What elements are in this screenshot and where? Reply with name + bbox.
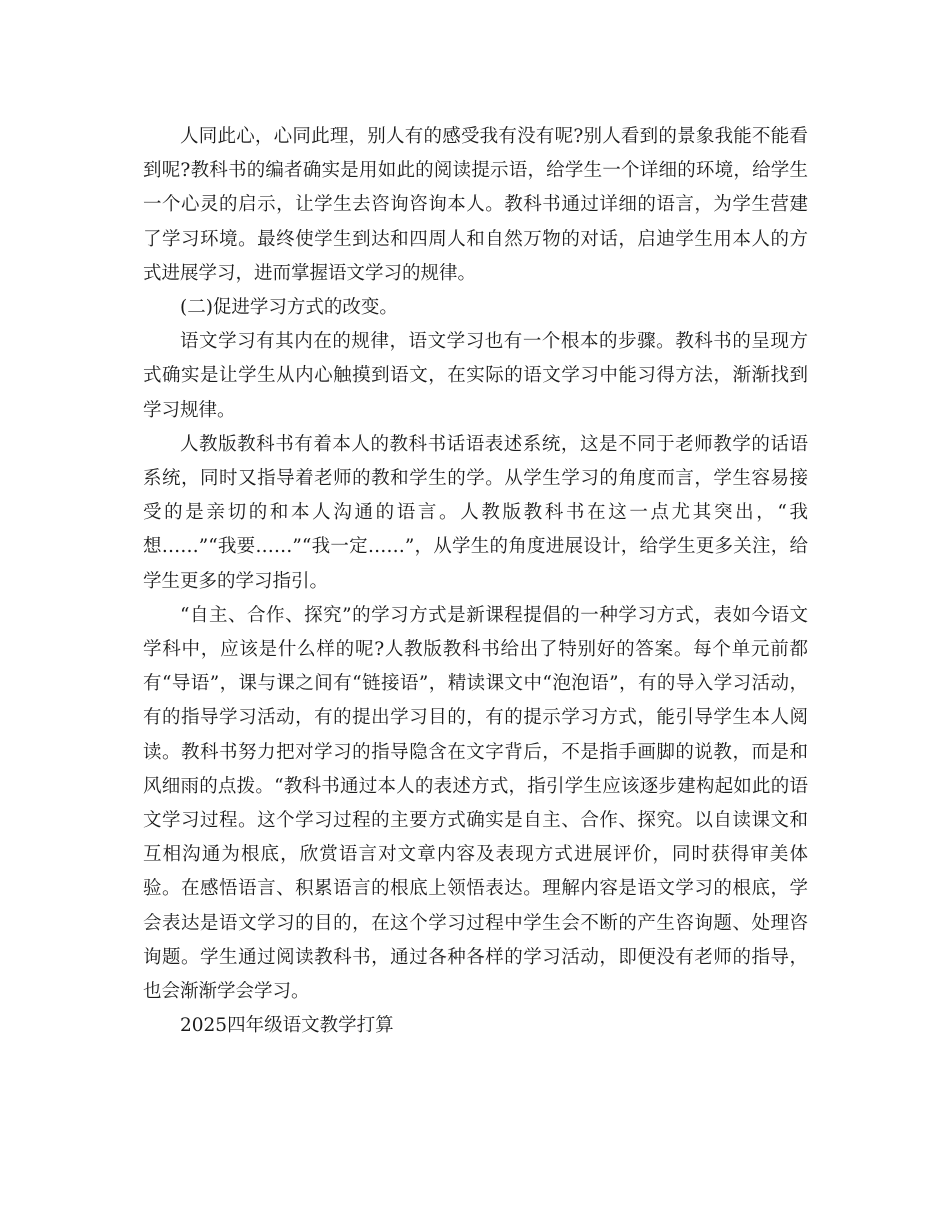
section-heading-learning-method: (二)促进学习方式的改变。 xyxy=(180,297,398,319)
paragraph-learning-rules: 语文学习有其内在的规律，语文学习也有一个根本的步骤。教科书的呈现方式确实是让学生从内心触摸到语文，在实际的语文学习中能习得方法，渐渐找到学习规律。 xyxy=(143,331,808,421)
document-body xyxy=(143,120,808,1043)
paragraph-textbook-discourse: 人教版教科书有着本人的教科书话语表述系统，这是不同于老师教学的话语系统，同时又指导着老师的教和学生的学。从学生学习的角度而言，学生容易接受的是亲切的和本人沟通的语言。人教版教科书在这一点尤其突出，“我想……”“我要……”“我一定……”，从学生的角度进展设计，给学生更多关注，给学生更多的学习指引。 xyxy=(143,433,808,592)
paragraph-empathy: 人同此心，心同此理，别人有的感受我有没有呢?别人看到的景象我能不能看到呢?教科书的编者确实是用如此的阅读提示语，给学生一个详细的环境，给学生一个心灵的启示，让学生去咨询咨询本人。教科书通过详细的语言，为学生营建了学习环境。最终使学生到达和四周人和自然万物的对话，启迪学生用本人的方式进展学习，进而掌握语文学习的规律。 xyxy=(143,126,808,284)
paragraph-autonomous-learning: “自主、合作、探究”的学习方式是新课程提倡的一种学习方式，表如今语文学科中，应该是什么样的呢?人教版教科书给出了特别好的答案。每个单元前都有“导语”，课与课之间有“链接语”，精读课文中“泡泡语”，有的导入学习活动，有的指导学习活动，有的提出学习目的，有的提示学习方式，能引导学生本人阅读。教科书努力把对学习的指导隐含在文字背后，不是指手画脚的说教，而是和风细雨的点拨。“教科书通过本人的表述方式，指引学生应该逐步建构起如此的语文学习过程。这个学习过程的主要方式确实是自主、合作、探究。以自读课文和互相沟通为根底，欣赏语言对文章内容及表现方式进展评价，同时获得审美体验。在感悟语言、积累语言的根底上领悟表达。理解内容是语文学习的根底，学会表达是语文学习的目的，在这个学习过程中学生会不断的产生咨询题、处理咨询题。学生通过阅读教科书，通过各种各样的学习活动，即便没有老师的指导，也会渐渐学会学习。 xyxy=(143,604,808,1003)
section-heading-teaching-plan: 2025四年级语文教学打算 xyxy=(180,1015,394,1037)
